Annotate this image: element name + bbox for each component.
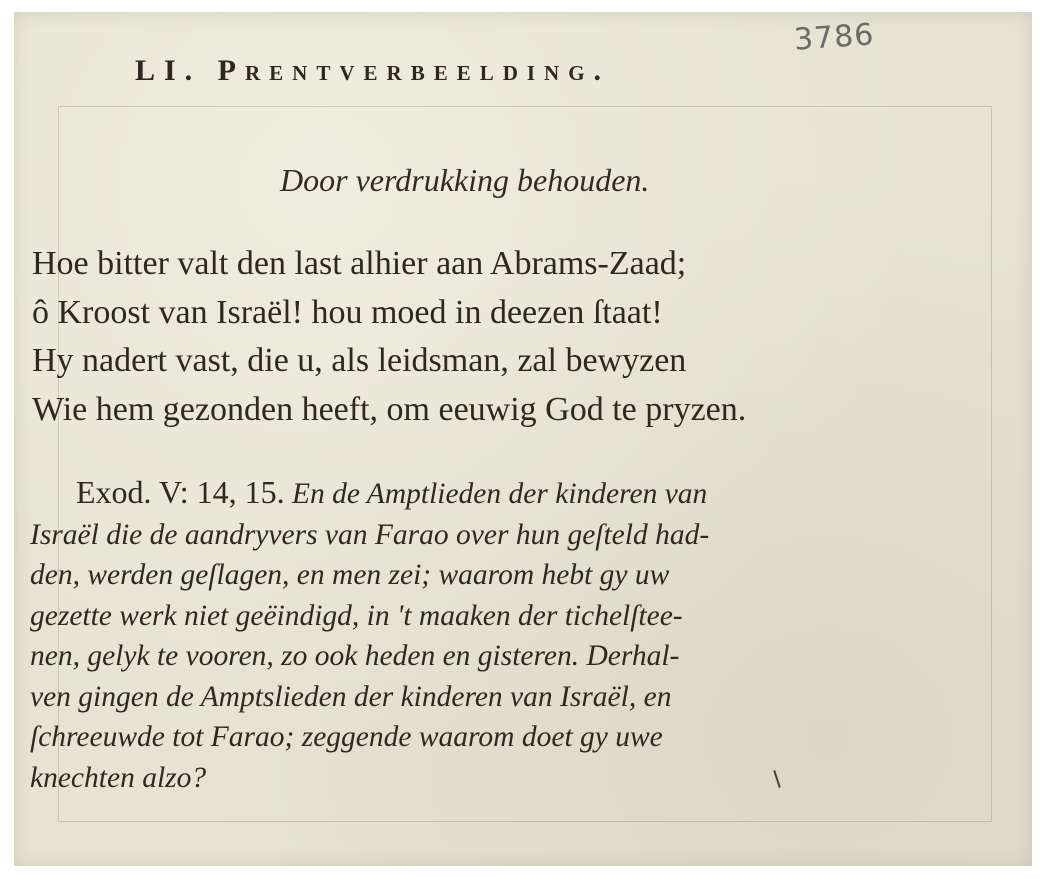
page-heading: LI. Prentverbeelding. <box>135 54 611 87</box>
subtitle: Door verdrukking behouden. <box>280 162 650 198</box>
verse-block <box>32 240 992 434</box>
scripture-line: ſchreeuwde tot Farao; zeggende waarom doet gy uwe <box>30 721 663 753</box>
scripture-reference: Exod. V: 14, 15. <box>76 474 285 510</box>
scripture-line: ven gingen de Amptslieden der kinderen van Israël, en <box>30 680 672 713</box>
verse-line: Hy nadert vast, die u, als leidsman, zal bewyzen <box>32 342 687 379</box>
scripture-block <box>30 472 1005 798</box>
inventory-number: 3786 <box>792 17 876 58</box>
scripture-line: Israël die de aandryvers van Farao over hun geſteld had- <box>30 518 710 551</box>
scripture-line: den, werden geſlagen, en men zei; waarom hebt gy uw <box>30 559 670 591</box>
scripture-line: knechten alzo? <box>30 761 207 794</box>
scripture-line: gezette werk niet geëindigd, in 't maaken der tichelſtee- <box>30 599 683 632</box>
verse-line: Hoe bitter valt den last alhier aan Abrams-Zaad; <box>32 245 687 282</box>
scripture-first-line-text: En de Amptlieden der kinderen van <box>291 478 708 510</box>
scripture-first-line <box>30 472 1005 515</box>
scripture-line: nen, gelyk te vooren, zo ook heden en gisteren. Derhal- <box>30 640 680 672</box>
verse-line: Wie hem gezonden heeft, om eeuwig God te pryzen. <box>32 390 747 428</box>
verse-line: ô Kroost van Israël! hou moed in deezen ſtaat! <box>32 293 663 331</box>
